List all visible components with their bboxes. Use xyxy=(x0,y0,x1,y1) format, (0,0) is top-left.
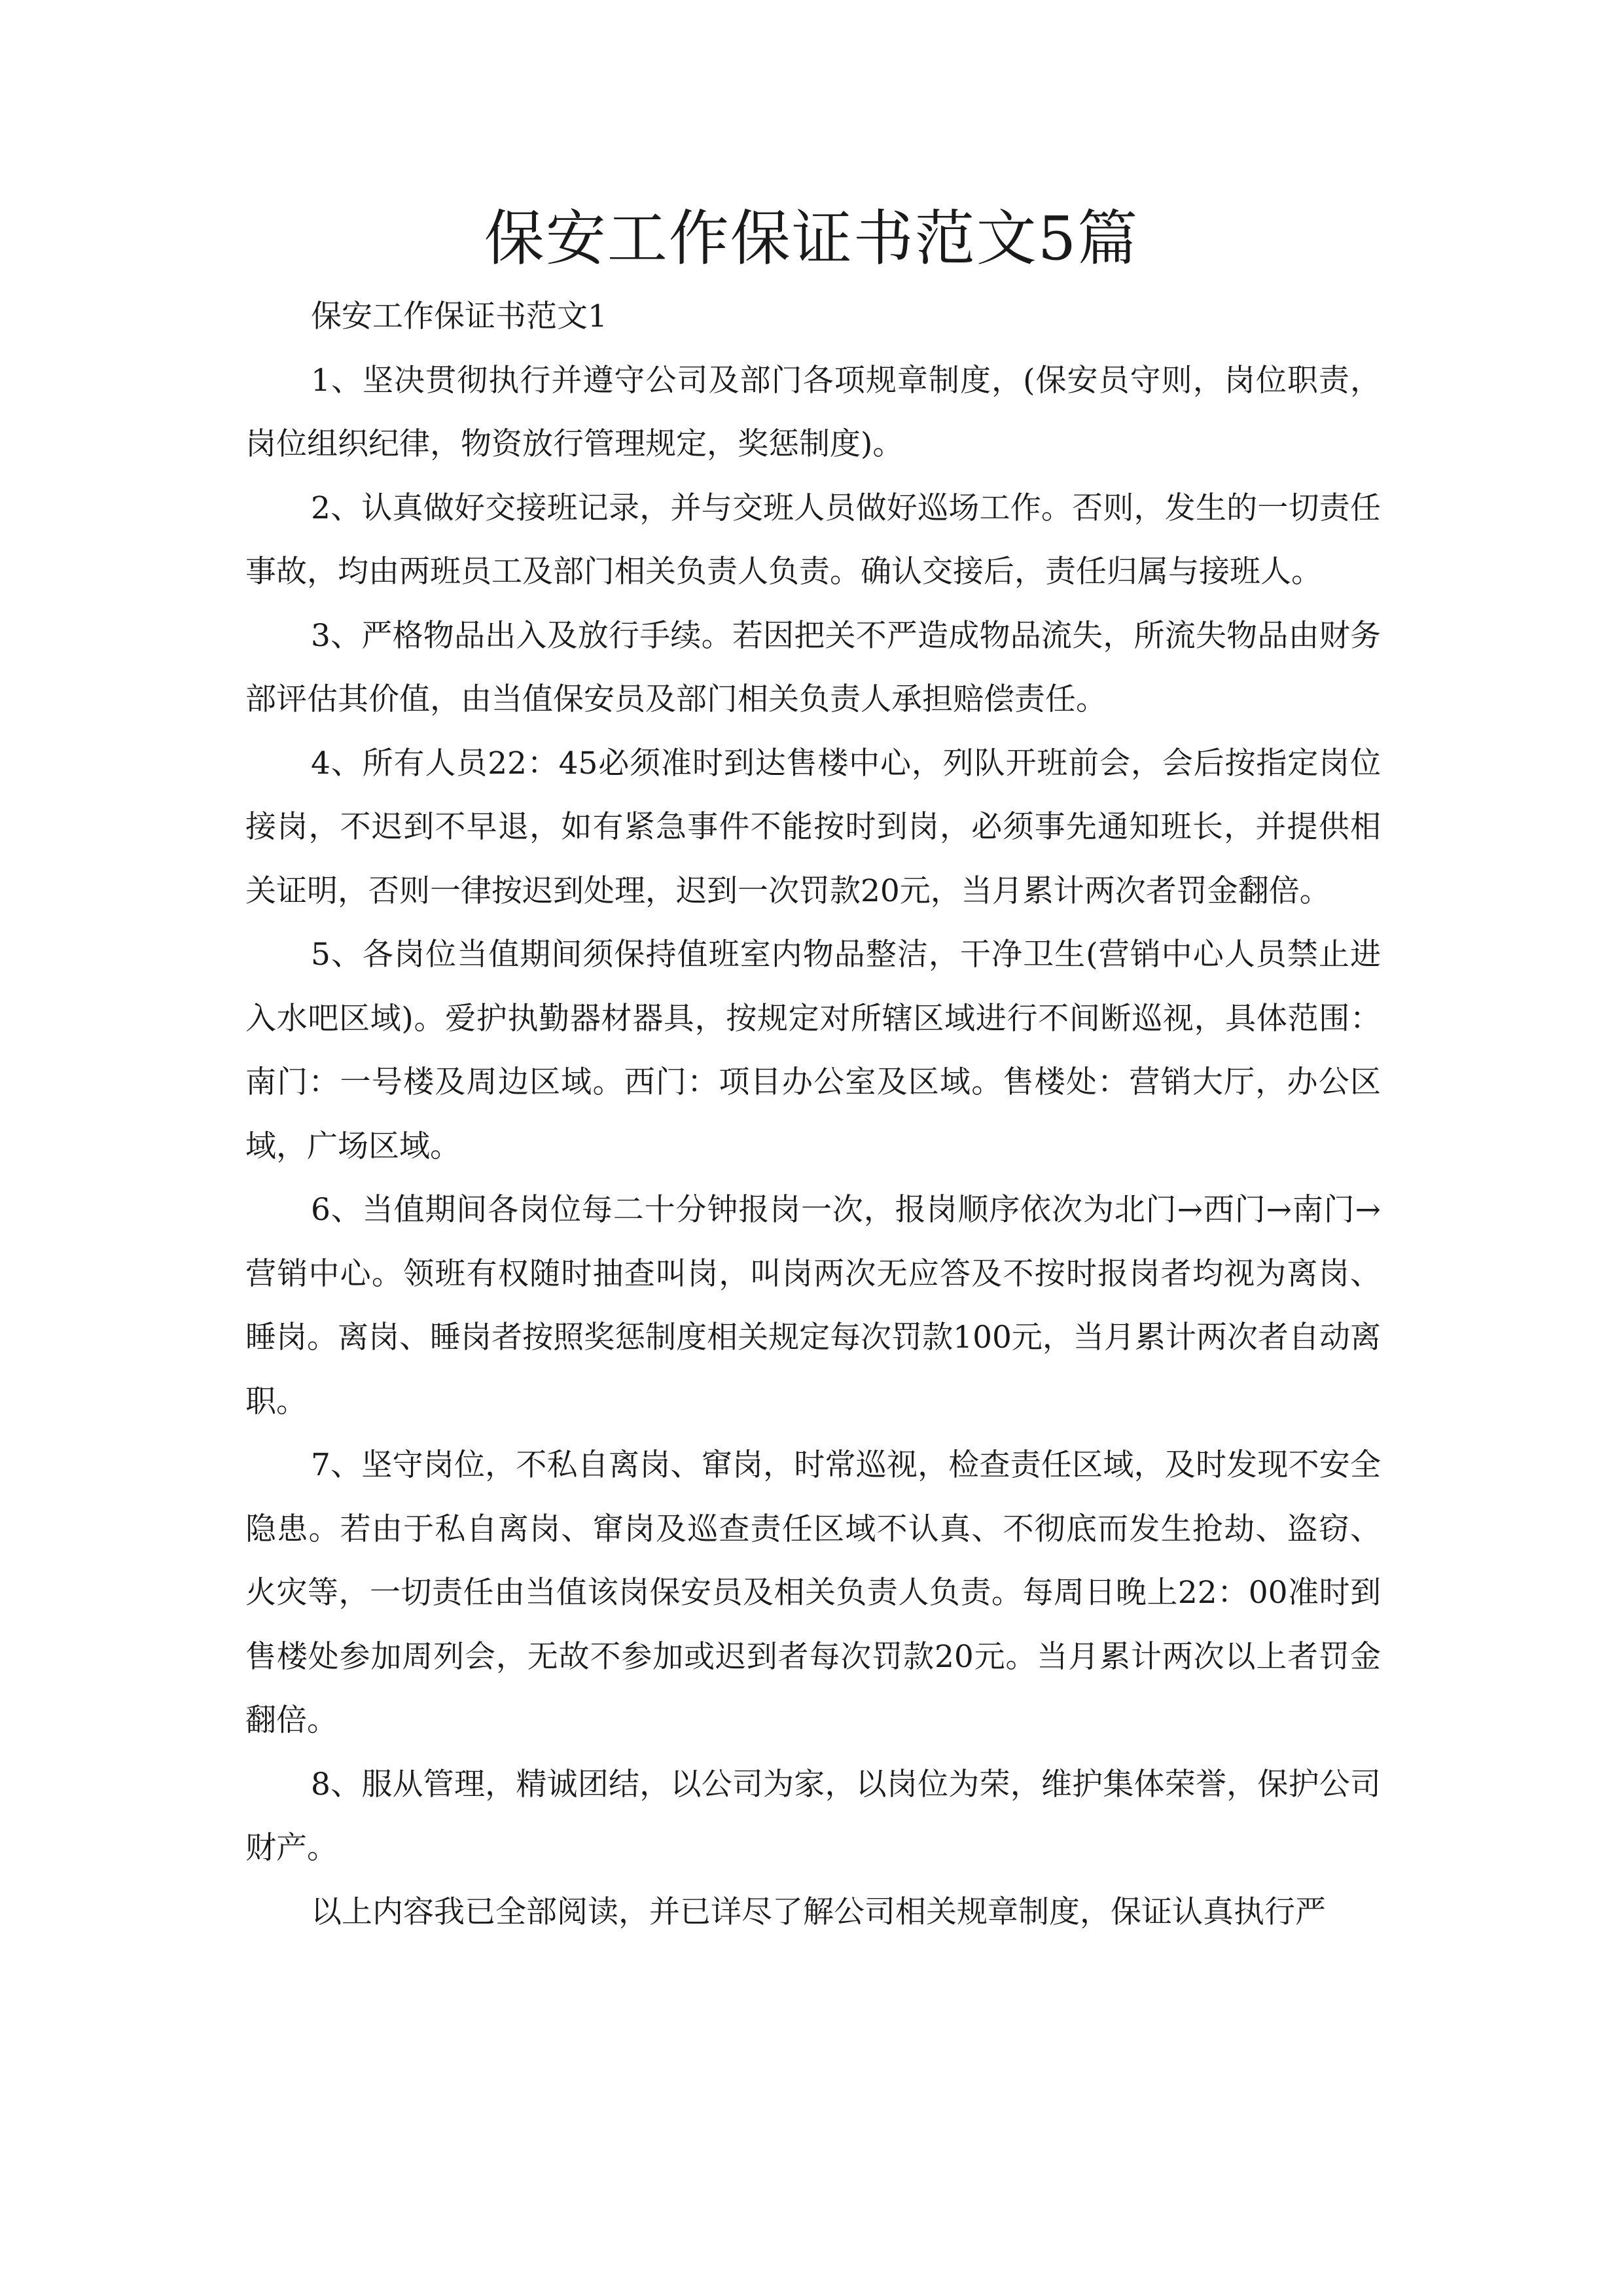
document-body xyxy=(245,285,1381,1944)
document-title: 保安工作保证书范文5篇 xyxy=(484,204,1139,274)
paragraph-1: 1、坚决贯彻执行并遵守公司及部门各项规章制度，(保安员守则，岗位职责，岗位组织纪律，物资放行管理规定，奖惩制度)。 xyxy=(245,362,1381,462)
paragraph-2: 2、认真做好交接班记录，并与交班人员做好巡场工作。否则，发生的一切责任事故，均由两班员工及部门相关负责人负责。确认交接后，责任归属与接班人。 xyxy=(245,490,1381,590)
paragraph-4: 4、所有人员22：45必须准时到达售楼中心，列队开班前会，会后按指定岗位接岗，不迟到不早退，如有紧急事件不能按时到岗，必须事先通知班长，并提供相关证明，否则一律按迟到处理，迟到一次罚款20元，当月累计两次者罚金翻倍。 xyxy=(245,745,1381,909)
paragraph-7: 7、坚守岗位，不私自离岗、窜岗，时常巡视，检查责任区域，及时发现不安全隐患。若由于私自离岗、窜岗及巡查责任区域不认真、不彻底而发生抢劫、盗窃、火灾等，一切责任由当值该岗保安员及相关负责人负责。每周日晚上22：00准时到售楼处参加周列会，无故不参加或迟到者每次罚款20元。当月累计两次以上者罚金翻倍。 xyxy=(245,1447,1381,1738)
section-heading: 保安工作保证书范文1 xyxy=(311,298,607,334)
paragraph-closing: 以上内容我已全部阅读，并已详尽了解公司相关规章制度，保证认真执行严 xyxy=(311,1893,1326,1930)
paragraph-8: 8、服从管理，精诚团结，以公司为家，以岗位为荣，维护集体荣誉，保护公司财产。 xyxy=(245,1766,1381,1866)
paragraph-5: 5、各岗位当值期间须保持值班室内物品整洁，干净卫生(营销中心人员禁止进入水吧区域)。爱护执勤器材器具，按规定对所辖区域进行不间断巡视，具体范围：南门：一号楼及周边区域。西门：项目办公室及区域。售楼处：营销大厅，办公区域，广场区域。 xyxy=(245,937,1381,1164)
paragraph-6: 6、当值期间各岗位每二十分钟报岗一次，报岗顺序依次为北门→西门→南门→营销中心。领班有权随时抽查叫岗，叫岗两次无应答及不按时报岗者均视为离岗、睡岗。离岗、睡岗者按照奖惩制度相关规定每次罚款100元，当月累计两次者自动离职。 xyxy=(245,1192,1381,1420)
paragraph-3: 3、严格物品出入及放行手续。若因把关不严造成物品流失，所流失物品由财务部评估其价值，由当值保安员及部门相关负责人承担赔偿责任。 xyxy=(245,617,1381,717)
